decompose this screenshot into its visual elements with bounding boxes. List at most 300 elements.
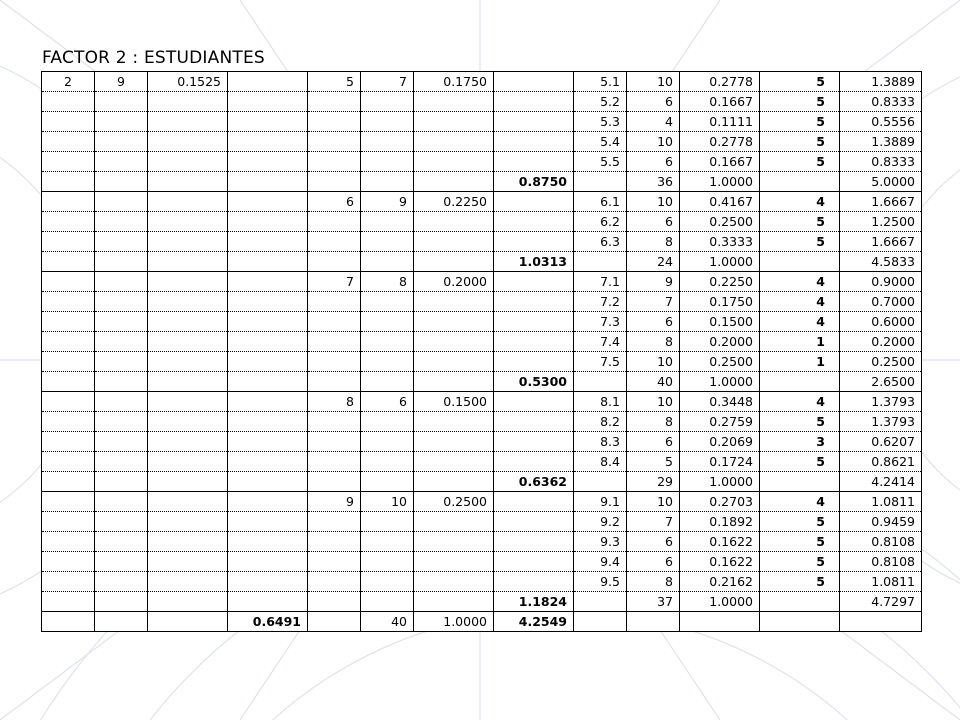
table-cell (148, 472, 228, 492)
table-row (42, 192, 922, 212)
table-cell (95, 592, 148, 612)
table-cell (361, 592, 414, 612)
table-cell: 0.1667 (680, 152, 760, 172)
table-cell: 9 (308, 492, 361, 512)
table-cell: 1.3889 (840, 132, 922, 152)
table-cell: 0.1525 (148, 72, 228, 92)
table-cell (95, 512, 148, 532)
table-row (42, 592, 922, 612)
table-cell: 10 (627, 492, 680, 512)
table-cell: 6 (627, 312, 680, 332)
table-cell: 10 (627, 72, 680, 92)
table-cell (228, 132, 308, 152)
table-cell (494, 272, 574, 292)
table-cell (760, 472, 840, 492)
table-cell (95, 392, 148, 412)
table-cell (42, 232, 95, 252)
table-cell: 1.0000 (680, 372, 760, 392)
table-cell: 0.6362 (494, 472, 574, 492)
table-cell (308, 592, 361, 612)
table-cell: 0.8621 (840, 452, 922, 472)
table-cell: 5 (760, 152, 840, 172)
table-cell (95, 92, 148, 112)
table-cell: 0.8750 (494, 172, 574, 192)
table-cell (494, 432, 574, 452)
table-cell (361, 232, 414, 252)
table-cell (760, 372, 840, 392)
table-cell (494, 112, 574, 132)
table-cell (228, 72, 308, 92)
table-cell (42, 572, 95, 592)
table-cell: 9.4 (574, 552, 627, 572)
table-cell (414, 572, 494, 592)
table-cell (95, 132, 148, 152)
table-cell (95, 472, 148, 492)
table-cell (42, 472, 95, 492)
table-cell (361, 132, 414, 152)
table-cell (494, 92, 574, 112)
table-cell (148, 552, 228, 572)
table-cell (148, 272, 228, 292)
table-cell (42, 452, 95, 472)
table-cell (42, 132, 95, 152)
table-cell (414, 112, 494, 132)
table-cell (148, 612, 228, 632)
table-cell: 24 (627, 252, 680, 272)
table-cell (148, 132, 228, 152)
table-cell: 0.2778 (680, 132, 760, 152)
table-cell (308, 132, 361, 152)
table-cell: 6 (627, 92, 680, 112)
table-row (42, 132, 922, 152)
table-cell (228, 392, 308, 412)
table-cell: 5 (760, 512, 840, 532)
table-cell (361, 172, 414, 192)
table-cell: 37 (627, 592, 680, 612)
table-cell (228, 192, 308, 212)
table-cell (308, 152, 361, 172)
table-cell (308, 552, 361, 572)
table-cell (95, 292, 148, 312)
table-cell: 9.1 (574, 492, 627, 512)
table-cell: 1.1824 (494, 592, 574, 612)
table-cell: 1.3793 (840, 392, 922, 412)
table-row (42, 452, 922, 472)
table-cell (148, 312, 228, 332)
table-cell: 6 (361, 392, 414, 412)
table-cell: 0.4167 (680, 192, 760, 212)
table-cell: 0.6491 (228, 612, 308, 632)
table-cell (228, 252, 308, 272)
table-cell (414, 512, 494, 532)
table-row (42, 392, 922, 412)
table-cell (494, 552, 574, 572)
table-cell: 9 (95, 72, 148, 92)
table-cell: 5 (760, 452, 840, 472)
table-cell: 4 (760, 492, 840, 512)
table-cell: 1.0000 (680, 472, 760, 492)
table-cell: 0.6000 (840, 312, 922, 332)
table-cell (361, 92, 414, 112)
table-cell (95, 452, 148, 472)
table-cell: 10 (627, 392, 680, 412)
table-cell (494, 332, 574, 352)
table-cell (680, 612, 760, 632)
table-cell (148, 352, 228, 372)
table-cell (148, 192, 228, 212)
table-cell: 8 (627, 572, 680, 592)
table-cell: 4 (760, 272, 840, 292)
table-cell: 1.0000 (680, 252, 760, 272)
table-cell (308, 252, 361, 272)
table-cell (308, 352, 361, 372)
table-cell (494, 412, 574, 432)
table-cell (95, 432, 148, 452)
table-cell: 10 (627, 352, 680, 372)
table-cell (308, 232, 361, 252)
table-cell: 4 (760, 312, 840, 332)
table-cell (361, 292, 414, 312)
table-cell: 0.1500 (680, 312, 760, 332)
table-row (42, 372, 922, 392)
table-cell (42, 432, 95, 452)
table-cell: 1.0000 (680, 592, 760, 612)
table-cell (414, 132, 494, 152)
table-cell (361, 352, 414, 372)
table-cell (42, 312, 95, 332)
table-cell (361, 432, 414, 452)
table-cell (361, 332, 414, 352)
table-cell: 0.2000 (680, 332, 760, 352)
table-cell (148, 212, 228, 232)
table-cell (760, 612, 840, 632)
table-cell (308, 532, 361, 552)
table-cell: 7 (627, 292, 680, 312)
table-cell (95, 192, 148, 212)
table-cell: 6 (627, 432, 680, 452)
table-cell (148, 232, 228, 252)
table-cell (494, 352, 574, 372)
table-cell: 1.2500 (840, 212, 922, 232)
table-cell (494, 532, 574, 552)
table-cell: 6 (627, 552, 680, 572)
table-cell: 0.2759 (680, 412, 760, 432)
table-cell: 36 (627, 172, 680, 192)
table-row (42, 432, 922, 452)
table-cell: 5 (760, 412, 840, 432)
table-cell (494, 572, 574, 592)
table-cell (95, 492, 148, 512)
table-cell (308, 212, 361, 232)
table-cell (361, 212, 414, 232)
table-cell: 0.7000 (840, 292, 922, 312)
table-cell (308, 472, 361, 492)
table-cell (42, 152, 95, 172)
table-cell (414, 552, 494, 572)
table-cell (414, 212, 494, 232)
table-row (42, 112, 922, 132)
table-cell: 0.8333 (840, 92, 922, 112)
table-cell (95, 112, 148, 132)
table-cell (228, 512, 308, 532)
table-cell (42, 352, 95, 372)
table-cell: 4.2549 (494, 612, 574, 632)
table-cell: 0.2500 (680, 212, 760, 232)
table-cell (95, 232, 148, 252)
table-cell: 7 (308, 272, 361, 292)
table-cell: 8.2 (574, 412, 627, 432)
table-cell (574, 472, 627, 492)
table-cell: 8 (361, 272, 414, 292)
table-row (42, 92, 922, 112)
table-cell (148, 572, 228, 592)
table-cell (414, 172, 494, 192)
table-cell (574, 172, 627, 192)
table-cell (361, 512, 414, 532)
table-cell: 6.1 (574, 192, 627, 212)
table-cell (494, 392, 574, 412)
table-cell (228, 472, 308, 492)
table-cell: 9.2 (574, 512, 627, 532)
table-cell (494, 492, 574, 512)
table-cell: 5 (760, 532, 840, 552)
table-cell (308, 372, 361, 392)
table-cell (95, 532, 148, 552)
table-cell: 5 (760, 212, 840, 232)
table-cell: 0.2778 (680, 72, 760, 92)
table-cell (148, 252, 228, 272)
table-cell (308, 112, 361, 132)
table-cell (148, 172, 228, 192)
table-cell (228, 312, 308, 332)
table-cell: 10 (627, 132, 680, 152)
table-cell (95, 552, 148, 572)
table-cell: 7 (361, 72, 414, 92)
table-cell (228, 112, 308, 132)
table-cell (228, 212, 308, 232)
table-cell: 9.3 (574, 532, 627, 552)
table-cell: 6 (308, 192, 361, 212)
table-cell: 5.0000 (840, 172, 922, 192)
table-cell: 29 (627, 472, 680, 492)
table-cell: 5.2 (574, 92, 627, 112)
table-cell (228, 592, 308, 612)
table-cell (494, 312, 574, 332)
table-cell: 1.0811 (840, 572, 922, 592)
table-cell (42, 392, 95, 412)
table-row (42, 292, 922, 312)
table-cell (361, 472, 414, 492)
table-cell: 5 (760, 232, 840, 252)
table-cell: 0.9000 (840, 272, 922, 292)
table-cell (42, 332, 95, 352)
table-cell: 0.1892 (680, 512, 760, 532)
table-cell (414, 412, 494, 432)
table-cell (95, 332, 148, 352)
table-cell: 9.5 (574, 572, 627, 592)
table-cell (228, 272, 308, 292)
table-cell (228, 412, 308, 432)
table-cell (308, 172, 361, 192)
table-cell: 0.1750 (414, 72, 494, 92)
table-cell (148, 152, 228, 172)
table-cell: 0.3333 (680, 232, 760, 252)
table-cell (361, 252, 414, 272)
table-cell: 0.2500 (414, 492, 494, 512)
table-cell (148, 512, 228, 532)
table-cell: 10 (361, 492, 414, 512)
table-cell: 6 (627, 532, 680, 552)
table-cell: 7.5 (574, 352, 627, 372)
table-cell (95, 412, 148, 432)
table-cell (308, 432, 361, 452)
table-cell: 7 (627, 512, 680, 532)
table-cell: 8.3 (574, 432, 627, 452)
table-cell (228, 92, 308, 112)
table-cell (148, 292, 228, 312)
table-cell (308, 612, 361, 632)
table-cell: 9 (627, 272, 680, 292)
table-cell (494, 452, 574, 472)
table-cell (42, 192, 95, 212)
table-cell (148, 412, 228, 432)
table-cell: 0.5300 (494, 372, 574, 392)
table-row (42, 612, 922, 632)
table-cell: 1.3793 (840, 412, 922, 432)
table-cell: 1 (760, 332, 840, 352)
table-cell: 0.1111 (680, 112, 760, 132)
table-cell (148, 492, 228, 512)
table-cell: 5 (760, 72, 840, 92)
table-row (42, 72, 922, 92)
table-cell (361, 532, 414, 552)
table-cell (95, 572, 148, 592)
table-cell: 0.2069 (680, 432, 760, 452)
table-cell: 5.1 (574, 72, 627, 92)
table-cell: 0.1500 (414, 392, 494, 412)
table-cell: 8.1 (574, 392, 627, 412)
table-cell (42, 512, 95, 532)
table-cell: 0.5556 (840, 112, 922, 132)
table-cell: 0.1724 (680, 452, 760, 472)
table-cell (308, 512, 361, 532)
table-cell (228, 172, 308, 192)
table-row (42, 252, 922, 272)
table-cell (308, 412, 361, 432)
table-cell: 40 (627, 372, 680, 392)
table-cell (574, 372, 627, 392)
table-cell (95, 612, 148, 632)
table-cell (414, 432, 494, 452)
table-cell (760, 172, 840, 192)
table-cell (494, 212, 574, 232)
table-cell (42, 372, 95, 392)
table-cell: 0.2000 (414, 272, 494, 292)
table-cell: 6 (627, 212, 680, 232)
table-cell: 7.2 (574, 292, 627, 312)
table-cell (42, 212, 95, 232)
table-cell (361, 112, 414, 132)
table-cell (228, 292, 308, 312)
table-cell (228, 332, 308, 352)
table-cell: 5 (760, 132, 840, 152)
table-cell: 1.6667 (840, 232, 922, 252)
table-cell (95, 352, 148, 372)
table-cell: 2.6500 (840, 372, 922, 392)
table-cell: 5.5 (574, 152, 627, 172)
table-row (42, 232, 922, 252)
table-cell: 1 (760, 352, 840, 372)
table-cell: 4 (627, 112, 680, 132)
table-cell: 0.1622 (680, 532, 760, 552)
table-cell (42, 532, 95, 552)
table-cell (42, 92, 95, 112)
table-cell (42, 592, 95, 612)
table-cell (308, 292, 361, 312)
table-cell: 40 (361, 612, 414, 632)
table-cell: 0.2000 (840, 332, 922, 352)
table-cell (760, 252, 840, 272)
table-cell: 5.4 (574, 132, 627, 152)
table-cell: 8 (627, 412, 680, 432)
page-title: FACTOR 2 : ESTUDIANTES (42, 48, 265, 68)
table-cell (95, 212, 148, 232)
table-cell: 8 (627, 232, 680, 252)
table-cell (42, 112, 95, 132)
table-row (42, 512, 922, 532)
table-cell (228, 372, 308, 392)
table-cell: 0.2250 (680, 272, 760, 292)
table-cell: 0.2162 (680, 572, 760, 592)
table-cell: 7.3 (574, 312, 627, 332)
table-cell: 5 (760, 552, 840, 572)
table-row (42, 352, 922, 372)
table-cell (308, 572, 361, 592)
table-cell (148, 92, 228, 112)
table-cell (494, 512, 574, 532)
table-cell (414, 532, 494, 552)
table-cell (494, 192, 574, 212)
table-cell: 8.4 (574, 452, 627, 472)
table-row (42, 472, 922, 492)
table-cell (228, 552, 308, 572)
table-cell (148, 332, 228, 352)
table-cell: 9 (361, 192, 414, 212)
table-row (42, 332, 922, 352)
table-cell: 4 (760, 192, 840, 212)
table-cell (308, 332, 361, 352)
table-cell: 4 (760, 392, 840, 412)
table-cell (95, 152, 148, 172)
table-cell: 0.1750 (680, 292, 760, 312)
table-cell (494, 132, 574, 152)
table-cell (574, 252, 627, 272)
table-cell: 4.5833 (840, 252, 922, 272)
table-cell (627, 612, 680, 632)
table-cell (760, 592, 840, 612)
table-cell (414, 472, 494, 492)
table-cell (361, 412, 414, 432)
table-cell (42, 612, 95, 632)
table-row (42, 272, 922, 292)
table-cell (414, 592, 494, 612)
table-cell: 4.7297 (840, 592, 922, 612)
table-cell (840, 612, 922, 632)
table-cell: 6 (627, 152, 680, 172)
table-cell (414, 352, 494, 372)
table-cell (148, 112, 228, 132)
table-cell (95, 272, 148, 292)
